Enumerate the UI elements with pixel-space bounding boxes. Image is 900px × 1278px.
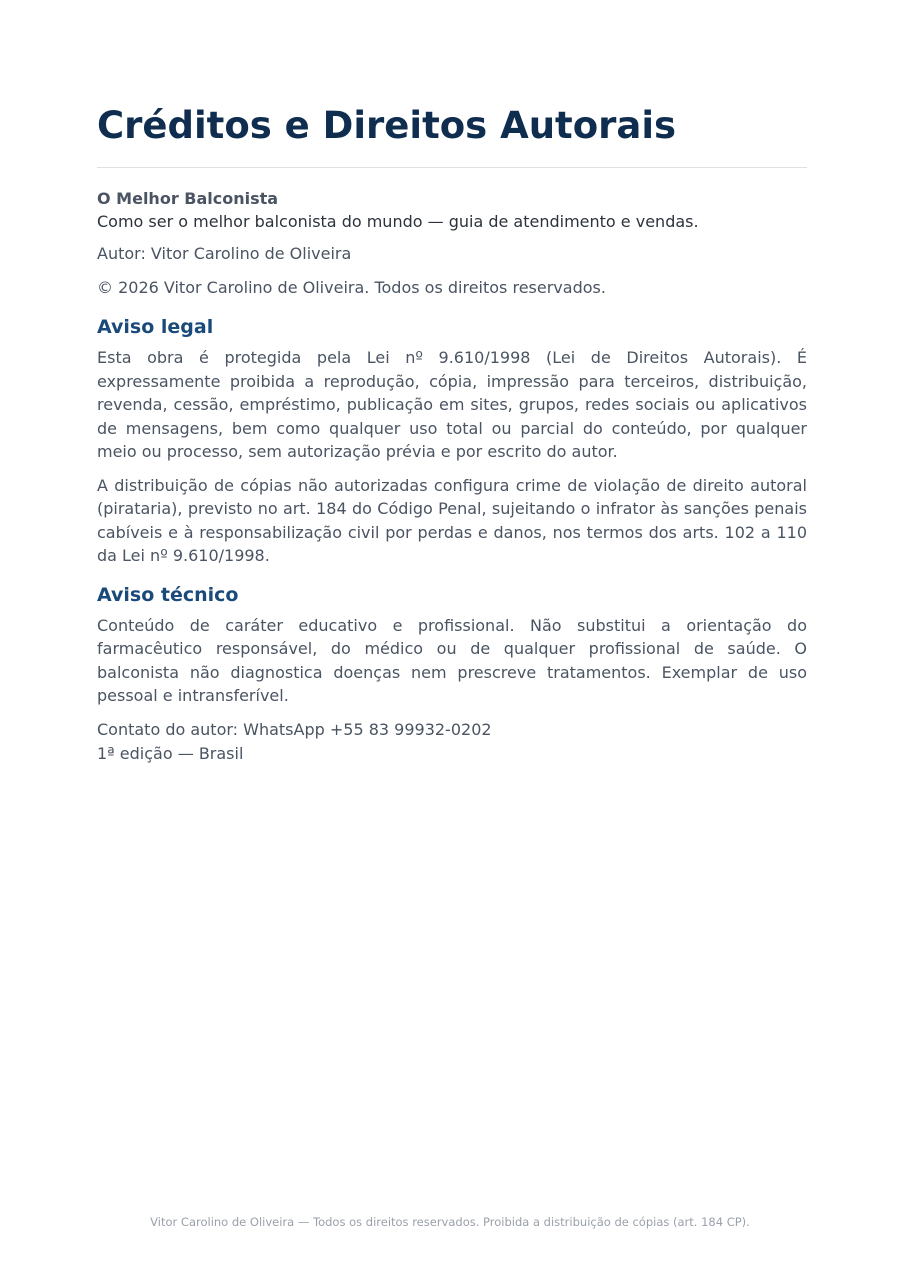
edition-line: 1ª edição — Brasil (97, 743, 244, 763)
book-title: O Melhor Balconista (97, 189, 279, 208)
author-line: Autor: Vitor Carolino de Oliveira (97, 244, 352, 263)
title-divider (97, 167, 807, 168)
book-subtitle: Como ser o melhor balconista do mundo — guia de atendimento e vendas. (97, 212, 699, 231)
legal-paragraph: A distribuição de cópias não autorizadas configura crime de violação de direito autoral (pirataria), previsto no art. 184 do Código Penal, sujeitando o infrator às sanções penais cabíveis e à responsabilização civil por perdas e danos, nos termos dos arts. 102 a 110 da Lei nº 9.610/1998. (97, 475, 807, 565)
page-footer: Vitor Carolino de Oliveira — Todos os direitos reservados. Proibida a distribuição de cópias (art. 184 CP). (150, 1215, 750, 1229)
technical-paragraph: Conteúdo de caráter educativo e profissional. Não substitui a orientação do farmacêutico responsável, do médico ou de qualquer profissional de saúde. O balconista não diagnostica doenças nem prescreve tratamentos. Exemplar de uso pessoal e intransferível. (97, 615, 807, 705)
section-heading-aviso-legal: Aviso legal (97, 316, 214, 338)
contact-block (97, 718, 807, 766)
credits-content (97, 188, 807, 766)
contact-line: Contato do autor: WhatsApp +55 83 99932-0202 (97, 719, 492, 739)
section-heading-aviso-tecnico: Aviso técnico (97, 583, 239, 606)
legal-paragraph: Esta obra é protegida pela Lei nº 9.610/1998 (Lei de Direitos Autorais). É expressamente proibida a reprodução, cópia, impressão para terceiros, distribuição, revenda, cessão, empréstimo, publicação em sites, grupos, redes sociais ou aplicativos de mensagens, bem como qualquer uso total ou parcial do conteúdo, por qualquer meio ou processo, sem autorização prévia e por escrito do autor. (97, 348, 807, 461)
copyright-line: © 2026 Vitor Carolino de Oliveira. Todos os direitos reservados. (97, 278, 606, 297)
page-title: Créditos e Direitos Autorais (97, 104, 677, 147)
